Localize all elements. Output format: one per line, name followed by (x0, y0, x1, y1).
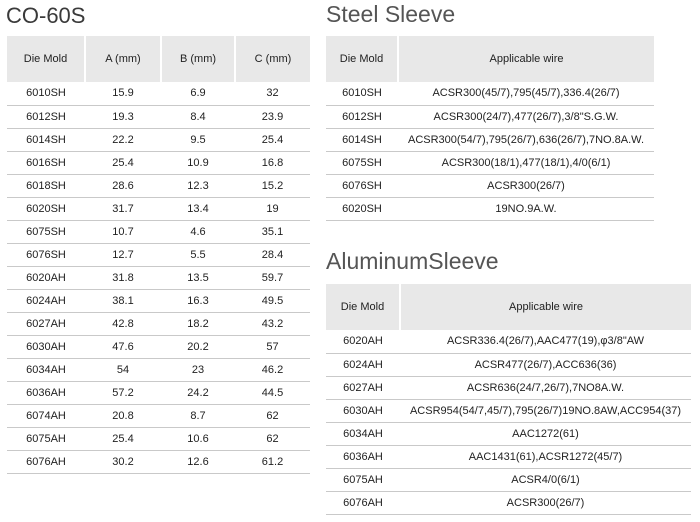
table-row (7, 197, 310, 220)
die-mold-cell: 6030AH (326, 399, 400, 422)
table-row (326, 174, 654, 197)
die-mold-cell: 6020AH (343, 335, 383, 348)
table-row (7, 243, 310, 266)
column-header: Die Mold (326, 36, 398, 82)
table-cell: 23 (161, 358, 235, 381)
column-header: Applicable wire (400, 284, 691, 330)
table-cell: 12.6 (161, 450, 235, 473)
table-row (326, 399, 691, 422)
column-header: C (mm) (235, 36, 310, 82)
table-cell: 20.8 (85, 404, 161, 427)
table-row (7, 105, 310, 128)
co-60s-table (7, 36, 310, 474)
table-row (7, 82, 310, 105)
die-mold-cell: 6027AH (7, 312, 85, 335)
die-mold-cell: 6076SH (7, 243, 85, 266)
table-cell: 18.2 (161, 312, 235, 335)
steel-sleeve-title: Steel Sleeve (326, 1, 456, 27)
table-cell: 54 (85, 358, 161, 381)
table-cell: 31.8 (85, 266, 161, 289)
column-header: B (mm) (161, 36, 235, 82)
die-mold-cell: 6018SH (7, 174, 85, 197)
column-header: Applicable wire (398, 36, 654, 82)
table-cell: 38.1 (85, 289, 161, 312)
table-header-row (326, 284, 691, 330)
table-cell: 12.3 (161, 174, 235, 197)
table-cell: ACSR300(45/7),795(45/7),336.4(26/7) (432, 87, 620, 100)
table-cell: ACSR300(24/7),477(26/7),3/8"S.G.W. (398, 105, 654, 128)
table-cell: 25.4 (85, 427, 161, 450)
table-row (326, 105, 654, 128)
table-cell: 23.9 (235, 105, 310, 128)
table-row (326, 197, 654, 220)
table-cell: 10.9 (161, 151, 235, 174)
table-cell: 4.6 (161, 220, 235, 243)
die-mold-cell: 6014SH (326, 128, 398, 151)
die-mold-cell: 6034AH (7, 358, 85, 381)
column-header: Die Mold (326, 284, 400, 330)
table-row (7, 358, 310, 381)
table-cell: 10.7 (85, 220, 161, 243)
die-mold-cell: 6024AH (326, 353, 400, 376)
die-mold-cell: 6076SH (326, 174, 398, 197)
table-cell: 13.4 (161, 197, 235, 220)
table-row (326, 422, 691, 445)
table-cell: 44.5 (235, 381, 310, 404)
table-cell: 49.5 (235, 289, 310, 312)
table-cell: 19NO.9A.W. (398, 197, 654, 220)
table-row (7, 151, 310, 174)
table-cell: 22.2 (85, 128, 161, 151)
table-cell: AAC1272(61) (400, 422, 691, 445)
die-mold-cell: 6074AH (7, 404, 85, 427)
steel-sleeve-table (326, 36, 654, 221)
table-row (326, 353, 691, 376)
table-row (326, 128, 654, 151)
table-cell: 47.6 (85, 335, 161, 358)
table-row (7, 128, 310, 151)
table-row (326, 445, 691, 468)
die-mold-cell: 6012SH (326, 105, 398, 128)
die-mold-cell: 6014SH (7, 128, 85, 151)
table-cell: ACSR477(26/7),ACC636(36) (400, 353, 691, 376)
die-mold-cell: 6075SH (326, 151, 398, 174)
table-row (326, 82, 654, 105)
die-mold-cell: 6075SH (7, 220, 85, 243)
table-cell: 5.5 (161, 243, 235, 266)
table-cell: 6.9 (190, 87, 206, 100)
die-mold-cell: 6036AH (326, 445, 400, 468)
die-mold-cell: 6012SH (7, 105, 85, 128)
table-cell: 15.9 (112, 87, 134, 100)
die-mold-cell: 6010SH (26, 87, 66, 100)
table-row (326, 468, 691, 491)
table-header-row (326, 36, 654, 82)
table-row (7, 450, 310, 473)
table-cell: ACSR954(54/7,45/7),795(26/7)19NO.8AW,ACC954(37) (400, 399, 691, 422)
table-cell: 12.7 (85, 243, 161, 266)
table-cell: AAC1431(61),ACSR1272(45/7) (400, 445, 691, 468)
table-row (7, 312, 310, 335)
table-cell: 8.4 (161, 105, 235, 128)
table-row (7, 266, 310, 289)
table-cell: 30.2 (85, 450, 161, 473)
table-cell: 10.6 (161, 427, 235, 450)
table-row (7, 289, 310, 312)
table-cell: 57 (235, 335, 310, 358)
die-mold-cell: 6016SH (7, 151, 85, 174)
table-row (7, 381, 310, 404)
table-cell: 35.1 (235, 220, 310, 243)
table-row (7, 174, 310, 197)
table-cell: 57.2 (85, 381, 161, 404)
table-cell: 25.4 (85, 151, 161, 174)
die-mold-cell: 6076AH (326, 491, 400, 514)
table-cell: 16.8 (235, 151, 310, 174)
aluminum-sleeve-table (326, 284, 691, 515)
table-row (7, 404, 310, 427)
table-cell: ACSR300(54/7),795(26/7),636(26/7),7NO.8A.W. (398, 128, 654, 151)
die-mold-cell: 6020SH (326, 197, 398, 220)
table-cell: ACSR4/0(6/1) (400, 468, 691, 491)
table-cell: 46.2 (235, 358, 310, 381)
table-cell: 43.2 (235, 312, 310, 335)
column-header: Die Mold (7, 36, 85, 82)
die-mold-cell: 6030AH (7, 335, 85, 358)
table-cell: 42.8 (85, 312, 161, 335)
table-cell: ACSR300(26/7) (398, 174, 654, 197)
table-cell: 28.4 (235, 243, 310, 266)
table-cell: 15.2 (235, 174, 310, 197)
table-row (326, 376, 691, 399)
table-cell: 9.5 (161, 128, 235, 151)
die-mold-cell: 6020AH (7, 266, 85, 289)
table-header-row (7, 36, 310, 82)
aluminum-sleeve-title: AluminumSleeve (326, 248, 499, 274)
die-mold-cell: 6075AH (7, 427, 85, 450)
table-cell: 62 (235, 404, 310, 427)
co-60s-title: CO-60S (6, 3, 86, 28)
die-mold-cell: 6034AH (326, 422, 400, 445)
table-cell: ACSR300(26/7) (400, 491, 691, 514)
die-mold-cell: 6036AH (7, 381, 85, 404)
table-cell: 28.6 (85, 174, 161, 197)
table-cell: 31.7 (85, 197, 161, 220)
table-cell: ACSR300(18/1),477(18/1),4/0(6/1) (398, 151, 654, 174)
table-row (7, 427, 310, 450)
table-cell: 13.5 (161, 266, 235, 289)
table-cell: 61.2 (235, 450, 310, 473)
table-cell: 59.7 (235, 266, 310, 289)
die-mold-cell: 6024AH (7, 289, 85, 312)
table-cell: ACSR636(24/7,26/7),7NO8A.W. (400, 376, 691, 399)
die-mold-cell: 6076AH (7, 450, 85, 473)
die-mold-cell: 6027AH (326, 376, 400, 399)
die-mold-cell: 6010SH (342, 87, 382, 100)
table-cell: 19.3 (85, 105, 161, 128)
table-row (7, 335, 310, 358)
die-mold-cell: 6020SH (7, 197, 85, 220)
die-mold-cell: 6075AH (326, 468, 400, 491)
table-cell: 20.2 (161, 335, 235, 358)
table-cell: 19 (235, 197, 310, 220)
table-cell: 32 (266, 87, 279, 100)
table-cell: 25.4 (235, 128, 310, 151)
table-row (326, 491, 691, 514)
table-cell: ACSR336.4(26/7),AAC477(19),φ3/8"AW (446, 335, 645, 348)
column-header: A (mm) (85, 36, 161, 82)
table-row (326, 151, 654, 174)
table-row (326, 330, 691, 353)
table-cell: 62 (235, 427, 310, 450)
table-cell: 16.3 (161, 289, 235, 312)
table-row (7, 220, 310, 243)
table-cell: 8.7 (161, 404, 235, 427)
table-cell: 24.2 (161, 381, 235, 404)
